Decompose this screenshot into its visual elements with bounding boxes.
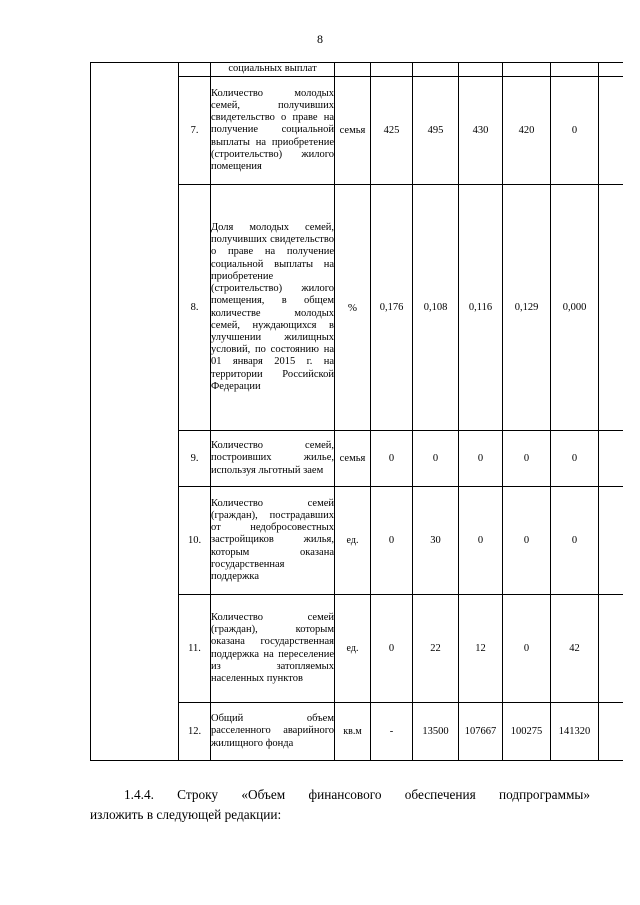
value-cell: 0 — [413, 431, 459, 487]
value-cell: 430 — [459, 77, 503, 185]
value-cell: 0 — [371, 595, 413, 703]
row-number: 7. — [179, 77, 211, 185]
value-cell: 0,000 — [551, 185, 599, 431]
value-cell: 13500 — [413, 703, 459, 761]
value-cell: 0,116 — [459, 185, 503, 431]
row-number: 8. — [179, 185, 211, 431]
value-cell: 0 — [503, 487, 551, 595]
value-cell: 141320 — [551, 703, 599, 761]
unit-cell: семья — [335, 431, 371, 487]
value-cell: - — [371, 703, 413, 761]
value-cell: 22 — [413, 595, 459, 703]
value-cell: 0 — [551, 431, 599, 487]
value-cell: 0 — [551, 487, 599, 595]
left-merged-cell — [91, 63, 179, 761]
value-cell: 420 — [503, 77, 551, 185]
value-cell: 42 — [551, 595, 599, 703]
row-number: 10. — [179, 487, 211, 595]
value-cell: 0,108 — [413, 185, 459, 431]
value-cell: 0,129 — [503, 185, 551, 431]
indicator-name: Общий объем расселенного аварийного жилищного фонда — [211, 703, 335, 761]
unit-cell: семья — [335, 77, 371, 185]
indicator-name: Количество семей, построивших жилье, используя льготный заем — [211, 431, 335, 487]
value-cell: 0 — [371, 487, 413, 595]
value-cell: 425 — [371, 77, 413, 185]
value-cell: 107667 — [459, 703, 503, 761]
indicator-name: Количество молодых семей, получивших свидетельство о праве на получение социальной выплаты на приобретение (строительство) жилого помещения — [211, 77, 335, 185]
value-cell: 0 — [459, 431, 503, 487]
page-number: 8 — [317, 32, 323, 46]
indicators-table — [90, 62, 623, 761]
value-cell: 12 — [459, 595, 503, 703]
value-cell: 0 — [459, 487, 503, 595]
value-cell: 0,176 — [371, 185, 413, 431]
unit-cell: кв.м — [335, 703, 371, 761]
value-cell: 0 — [551, 77, 599, 185]
value-cell: 0 — [371, 431, 413, 487]
unit-cell: ед. — [335, 487, 371, 595]
indicator-name: Количество семей (граждан), которым оказана государственная поддержка на переселение из затопляемых населенных пунктов — [211, 595, 335, 703]
row-number: 12. — [179, 703, 211, 761]
row-number: 9. — [179, 431, 211, 487]
value-cell: 30 — [413, 487, 459, 595]
paragraph-line-2: изложить в следующей редакции: — [90, 807, 282, 822]
value-cell: 0 — [503, 595, 551, 703]
paragraph-line-1: 1.4.4. Строку «Объем финансового обеспечения подпрограммы» — [124, 787, 590, 802]
amendment-paragraph — [90, 785, 590, 825]
indicator-name: Доля молодых семей, получивших свидетельство о праве на получение социальной выплаты на приобретение (строительство) жилого помещения, в общем количестве молодых семей, нуждающихся в улучшении жилищных условий, по состоянию на 01 января 2015 г. на территории Российской Федерации — [211, 185, 335, 431]
unit-cell: ед. — [335, 595, 371, 703]
value-cell: 495 — [413, 77, 459, 185]
value-cell: 0 — [503, 431, 551, 487]
row-number: 11. — [179, 595, 211, 703]
unit-cell: % — [335, 185, 371, 431]
value-cell: 100275 — [503, 703, 551, 761]
indicator-name: Количество семей (граждан), пострадавших от недобросовестных застройщиков жилья, которым оказана государственная поддержка — [211, 487, 335, 595]
continuation-text: социальных выплат — [211, 63, 335, 77]
continuation-row — [91, 63, 623, 77]
